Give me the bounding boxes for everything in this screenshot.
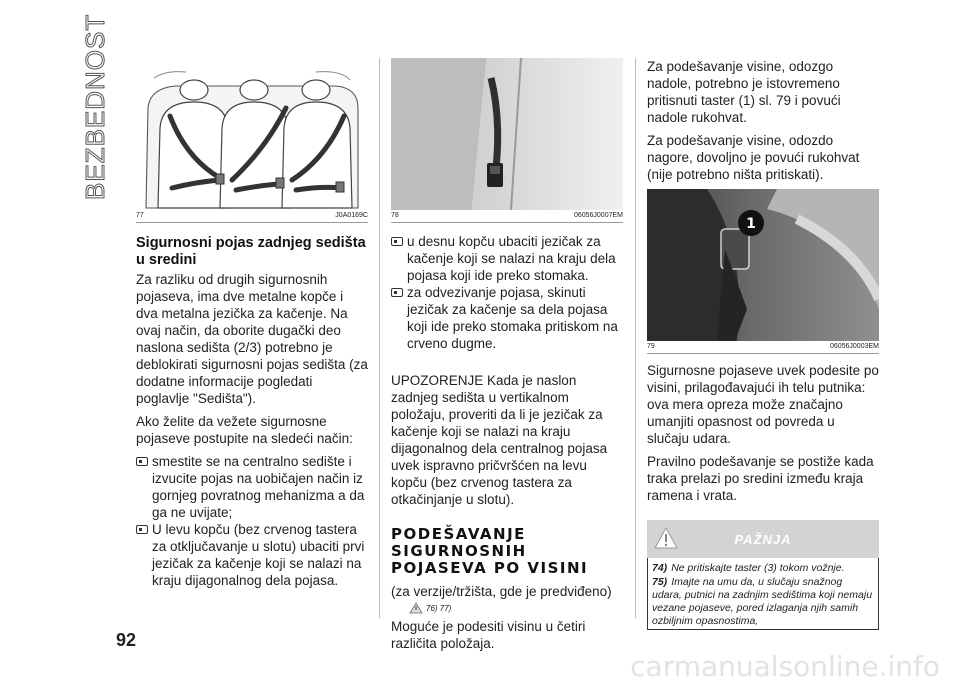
warning-item-text: Imajte na umu da, u slučaju snažnog udara, putnici na zadnjim sedištima koji nemaju vezane pojaseve, pored izlaganja njih samih ozbiljnim opasnostima, — [652, 576, 873, 627]
column-3 — [647, 58, 879, 630]
figure-code: 06056J0007EM — [573, 212, 623, 219]
bullet-icon — [391, 237, 403, 246]
paragraph: Sigurnosne pojaseve uvek podesite po visini, prilagođavajući ih telu putnika: ova mera opreza može značajno umanjiti opasnost od povreda u slučaju udara. — [647, 363, 879, 446]
warning-triangle-icon — [653, 526, 679, 550]
list-item — [391, 233, 623, 284]
list-item-text: za odvezivanje pojasa, skinuti jezičak za kačenje sa dela pojasa koji ide preko stomaka pritiskom na crveno dugme. — [407, 285, 618, 351]
warning-list — [647, 558, 879, 630]
column-divider — [635, 58, 636, 618]
page-number: 92 — [116, 630, 137, 650]
column-2 — [391, 58, 623, 658]
list-item — [391, 284, 623, 352]
subheading: Sigurnosni pojas zadnjeg sedišta u sredini — [136, 235, 366, 268]
bullet-icon — [391, 288, 403, 297]
warning-paragraph: UPOZORENJE Kada je naslon zadnjeg sedišta u vertikalnom položaju, proveriti da li je jezičak za kačenje koji se nalazi na kraju dijagonalnog dela centralnog pojasa uvek ispravno pričvršćen na levu kopču (bez crvenog tastera za otkačinjanje u slotu). — [391, 373, 608, 507]
column-1 — [136, 58, 368, 589]
figure-caption — [391, 210, 623, 222]
paragraph: Moguće je podesiti visinu u četiri različita položaja. — [391, 619, 586, 651]
warning-item-number: 74) — [652, 562, 668, 574]
bullet-icon — [136, 525, 148, 534]
figure-77 — [136, 58, 368, 223]
section-title — [78, 13, 118, 200]
figure-78 — [391, 58, 623, 223]
paragraph: Za podešavanje visine, odozdo nagore, dovoljno je povući rukohvat (nije potrebno ništa pritiskati). — [647, 133, 860, 182]
figure-code: J0A0169C — [335, 212, 368, 219]
warning-box — [647, 520, 879, 630]
figure-code: 06056J0003EM — [829, 343, 879, 350]
paragraph: Za razliku od drugih sigurnosnih pojaseva, ima dve metalne kopče i dva metalna jezička za kačenje. Na ovaj način, da oborite dugački deo naslona sedišta (2/3) potrebno je deblokirati sigurnosni pojas sedišta (za dodatne informacije pogledati poglavlje "Sedišta"). — [136, 272, 368, 406]
warning-item-text: Ne pritiskajte taster (3) tokom vožnje. — [671, 562, 845, 574]
warning-header — [647, 520, 879, 558]
column-divider — [379, 58, 380, 618]
figure-number: 79 — [647, 343, 655, 350]
watermark: carmanualsonline.info — [630, 650, 940, 683]
list-item-text: u desnu kopču ubaciti jezičak za kačenje koji se nalazi na kraju dela pojasa koji ide preko stomaka. — [407, 234, 616, 283]
warning-title: PAŽNJA — [734, 531, 792, 547]
section-title-text: BEZBEDNOST — [80, 13, 110, 200]
warning-references — [409, 602, 623, 614]
paragraph: Pravilno podešavanje se postiže kada traka prelazi po sredini između kraja ramena i vrata. — [647, 454, 874, 503]
reference-text: 76) 77) — [426, 603, 452, 613]
figure-caption — [136, 210, 368, 222]
list-item — [136, 521, 368, 589]
warning-item — [652, 576, 874, 628]
paragraph: (za verzije/tržišta, gde je predviđeno) — [391, 584, 612, 599]
list-item-text: smestite se na centralno sedište i izvucite pojas na uobičajen način iz gornjeg povratnog mehanizma a da ga ne uvijate; — [152, 454, 365, 520]
callout-label: 1 — [746, 216, 756, 232]
figure-number: 77 — [136, 212, 144, 219]
seat-belt-buckle-photo — [391, 58, 623, 210]
section-heading: PODEŠAVANJE SIGURNOSNIH POJASEVA PO VISINI — [391, 525, 589, 577]
figure-number: 78 — [391, 212, 399, 219]
rear-seats-illustration — [136, 58, 368, 210]
paragraph: Ako želite da vežete sigurnosne pojaseve postupite na sledeći način: — [136, 414, 353, 446]
figure-79 — [647, 189, 879, 354]
warning-item — [652, 562, 874, 575]
list-item — [136, 453, 368, 521]
bullet-icon — [136, 457, 148, 466]
warning-item-number: 75) — [652, 576, 668, 588]
warning-triangle-icon — [409, 602, 423, 614]
paragraph: Za podešavanje visine, odozgo nadole, potrebno je istovremeno pritisnuti taster (1) sl. 79 i povući nadole rukohvat. — [647, 59, 841, 125]
belt-height-adjuster-photo — [647, 189, 879, 341]
list-item-text: U levu kopču (bez crvenog tastera za otključavanje u slotu) ubaciti prvi jezičak za kačenje koji se nalazi na kraju dijagonalnog dela pojasa. — [152, 522, 365, 588]
figure-caption — [647, 341, 879, 353]
